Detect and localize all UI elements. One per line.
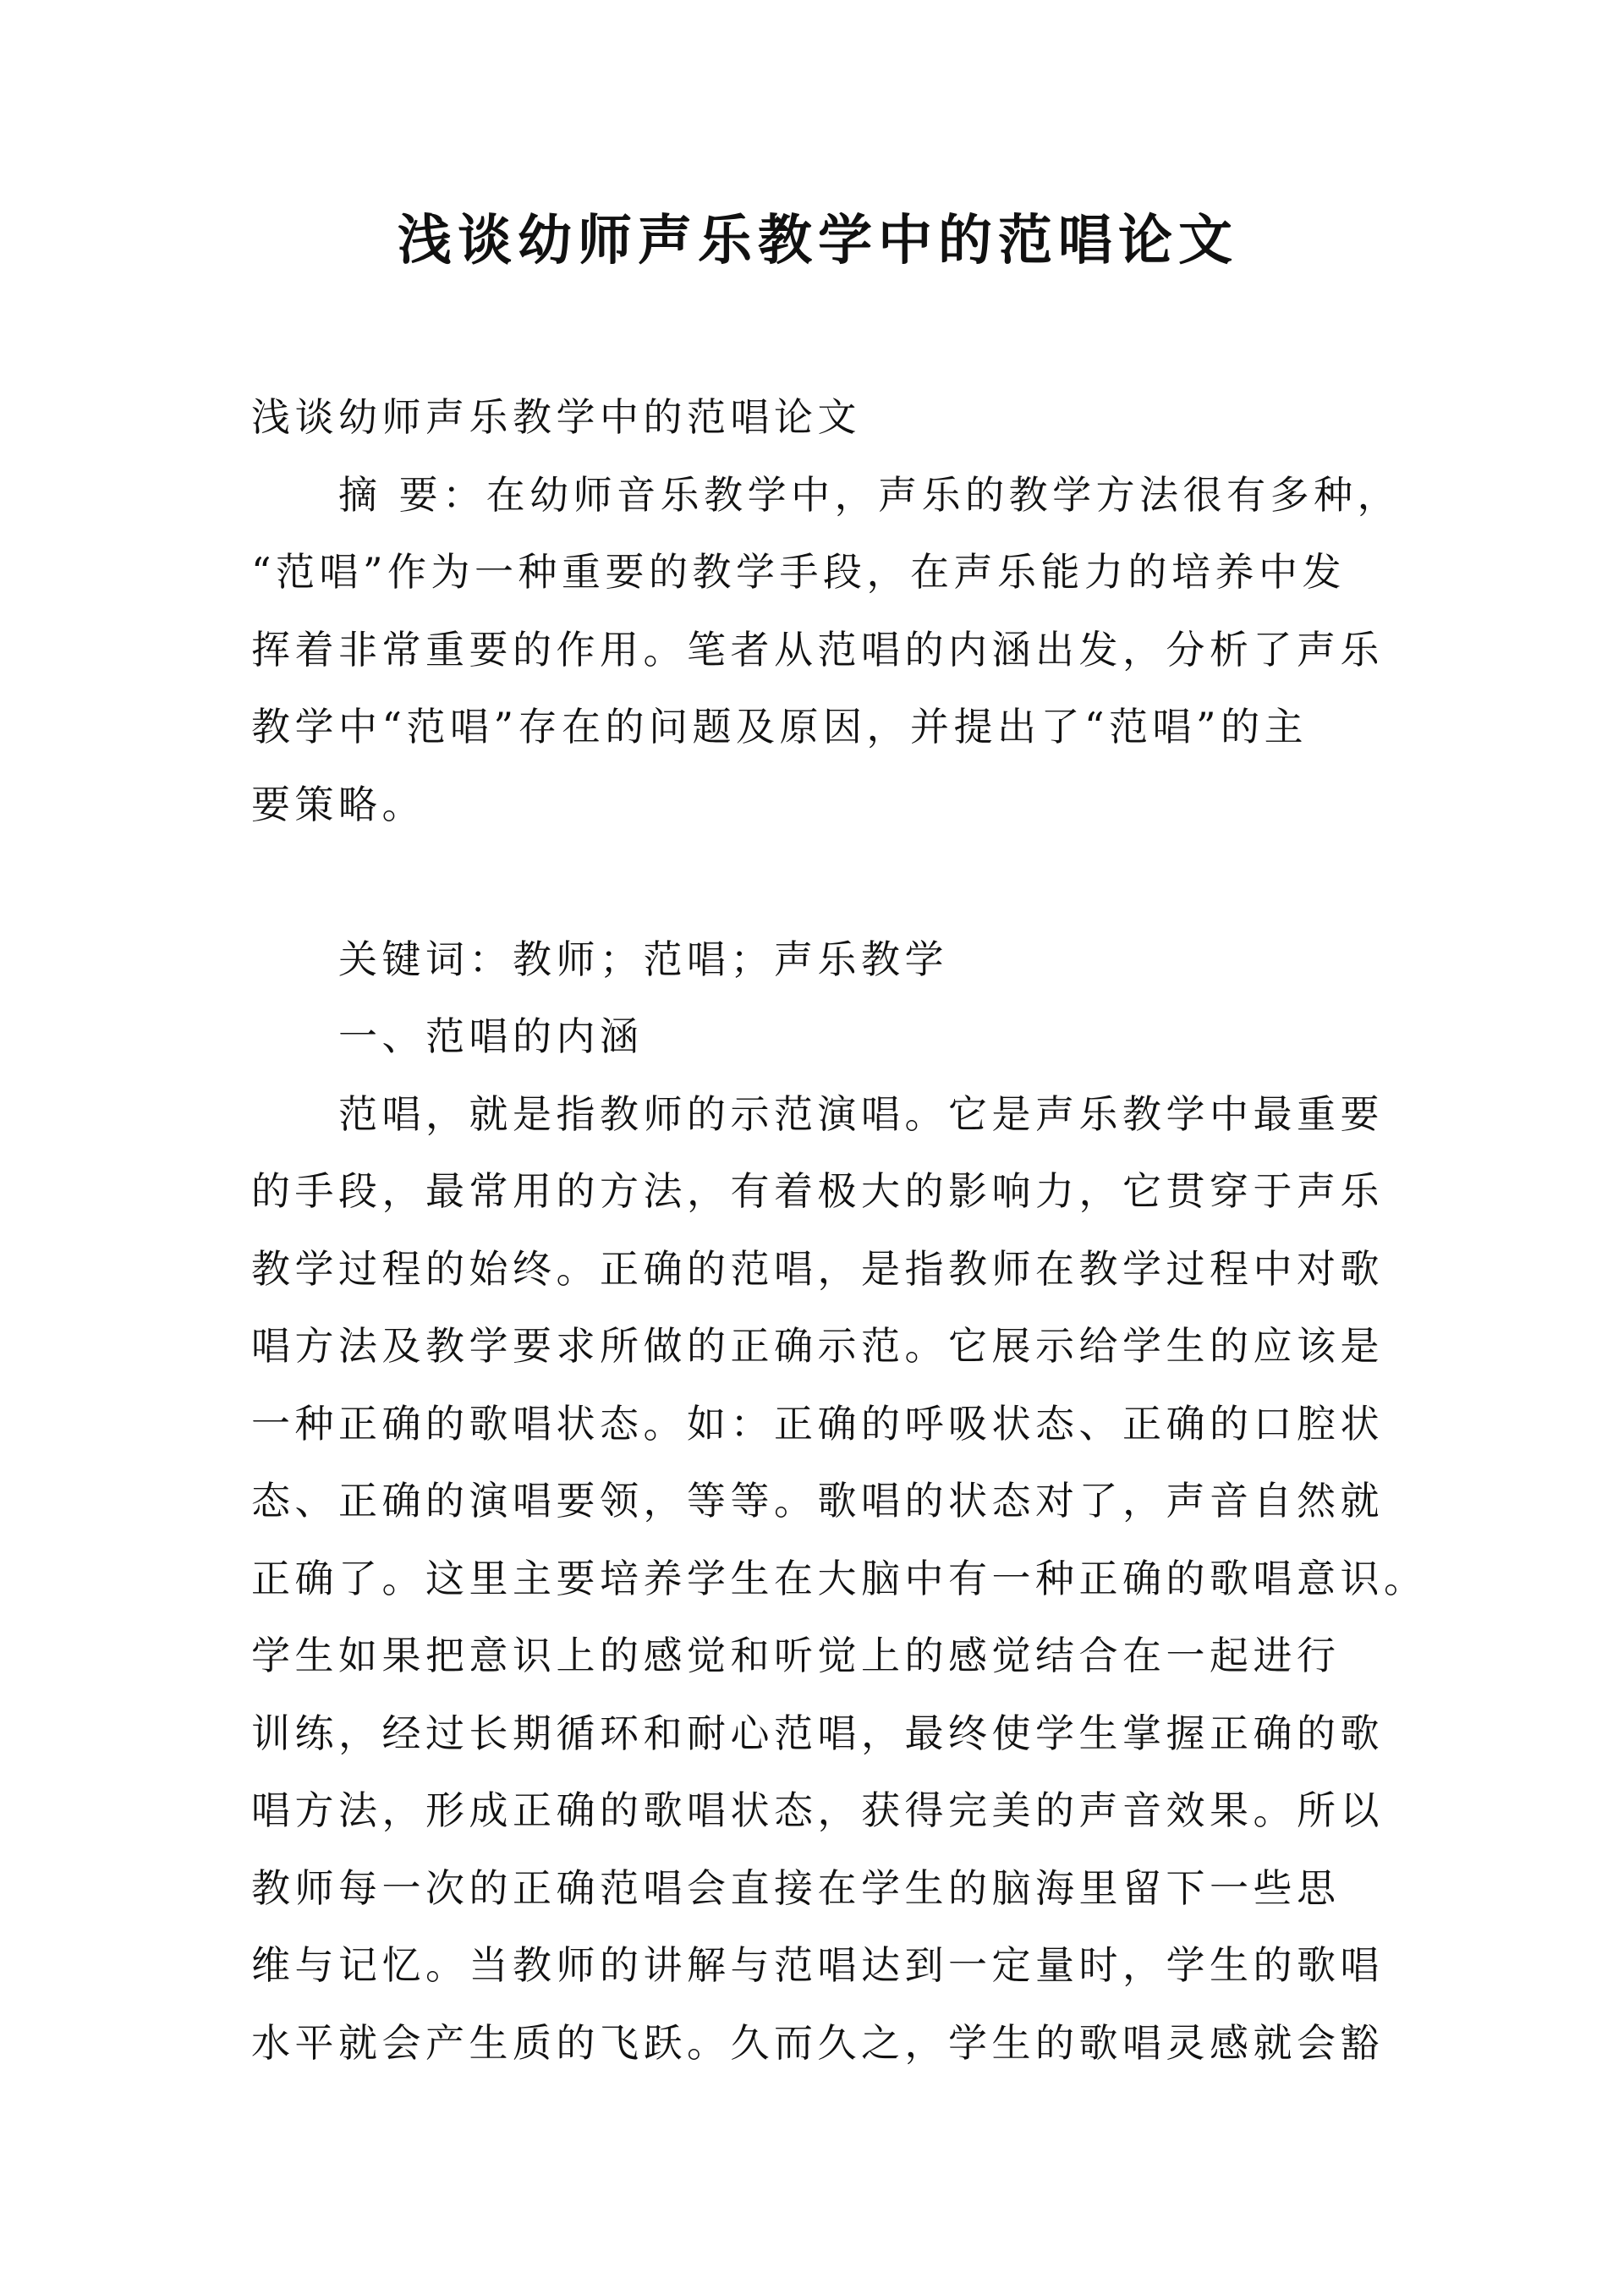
abstract-line: 挥着非常重要的作用。笔者从范唱的内涵出发，分析了声乐	[251, 626, 1384, 673]
paragraph-line: 唱方法，形成正确的歌唱状态，获得完美的声音效果。所以	[251, 1787, 1384, 1833]
paragraph-line: 维与记忆。当教师的讲解与范唱达到一定量时，学生的歌唱	[251, 1942, 1384, 1988]
abstract-line: “范唱”作为一种重要的教学手段，在声乐能力的培养中发	[251, 549, 1347, 595]
paragraph-line: 教学过程的始终。正确的范唱，是指教师在教学过程中对歌	[251, 1245, 1384, 1292]
paragraph-line: 一种正确的歌唱状态。如：正确的呼吸状态、正确的口腔状	[251, 1400, 1384, 1447]
abstract-line: 要策略。	[251, 781, 425, 827]
paragraph-line: 教师每一次的正确范唱会直接在学生的脑海里留下一些思	[251, 1864, 1341, 1911]
abstract	[251, 457, 1435, 844]
paragraph-line: 正确了。这里主要培养学生在大脑中有一种正确的歌唱意识。	[251, 1555, 1428, 1601]
paragraph-line: 范唱，就是指教师的示范演唱。它是声乐教学中最重要	[338, 1090, 1384, 1137]
blank-line	[251, 843, 1435, 921]
paragraph-line: 的手段，最常用的方法，有着极大的影响力，它贯穿于声乐	[251, 1168, 1384, 1214]
paragraph-line: 训练，经过长期循环和耐心范唱，最终使学生掌握正确的歌	[251, 1710, 1384, 1756]
document-body	[251, 379, 1435, 2082]
paragraph-line: 唱方法及教学要求所做的正确示范。它展示给学生的应该是	[251, 1323, 1384, 1369]
subtitle: 浅谈幼师声乐教学中的范唱论文	[251, 394, 861, 440]
abstract-line: 摘 要：在幼师音乐教学中，声乐的教学方法很有多种，	[338, 471, 1402, 518]
paragraph-line: 水平就会产生质的飞跃。久而久之，学生的歌唱灵感就会豁	[251, 2019, 1384, 2066]
section-heading: 一、范唱的内涵	[338, 1013, 644, 1059]
paragraph-line: 态、正确的演唱要领，等等。歌唱的状态对了，声音自然就	[251, 1478, 1384, 1524]
paragraph-line: 学生如果把意识上的感觉和听觉上的感觉结合在一起进行	[251, 1633, 1341, 1678]
section-paragraph	[251, 1076, 1435, 2083]
keywords: 关键词：教师；范唱；声乐教学	[338, 936, 948, 982]
document-title: 浅谈幼师声乐教学中的范唱论文	[398, 209, 1238, 272]
abstract-line: 教学中“范唱”存在的问题及原因，并提出了“范唱”的主	[251, 704, 1309, 749]
